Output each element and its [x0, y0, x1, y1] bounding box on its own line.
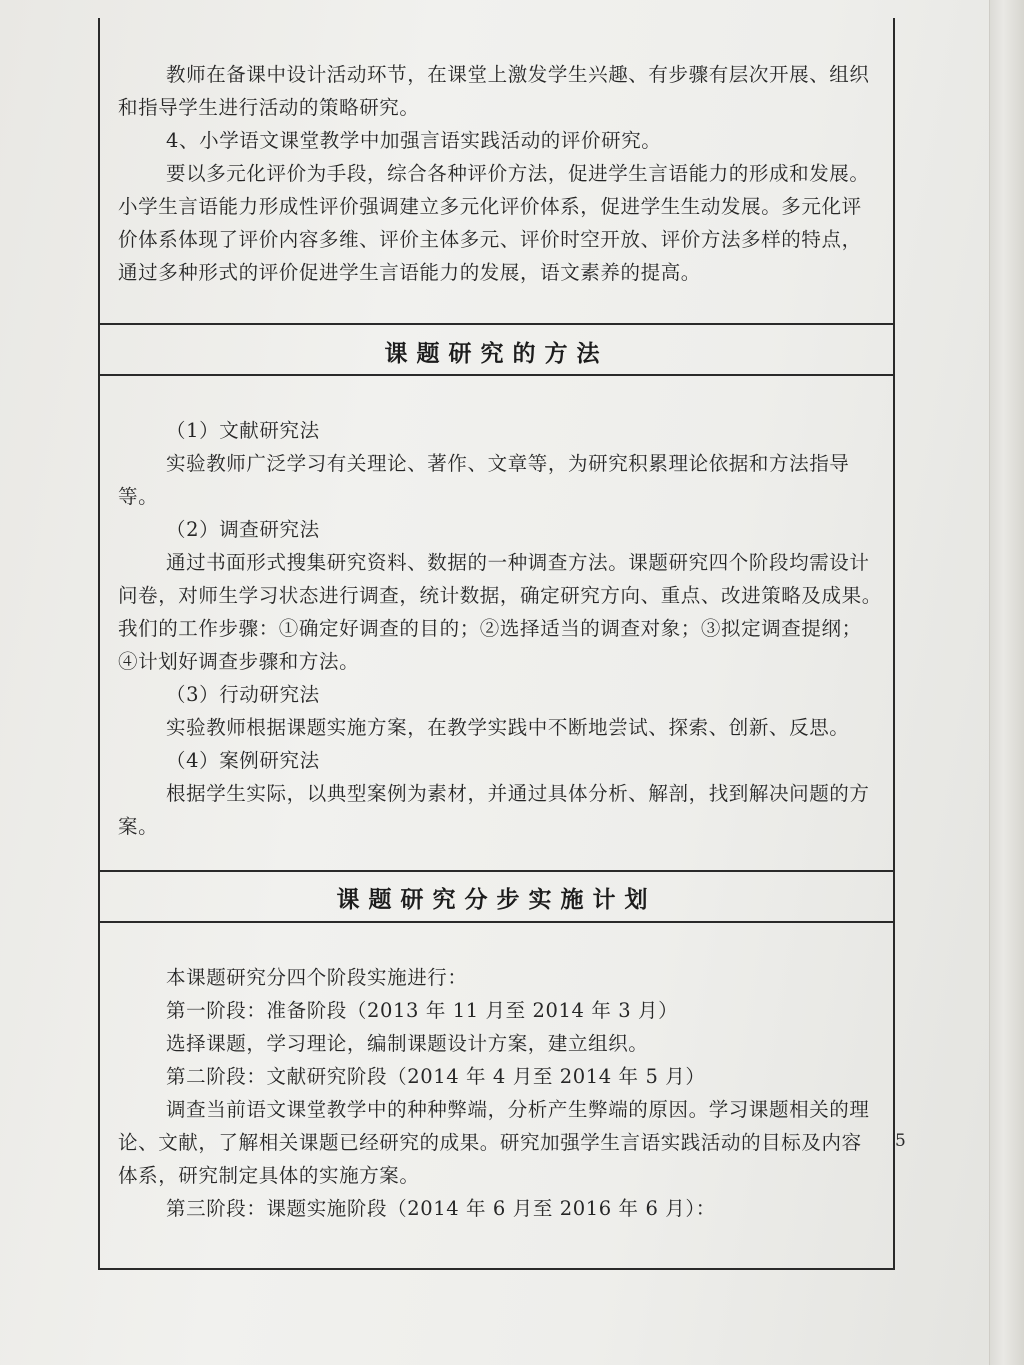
- paragraph-line: 4、小学语文课堂教学中加强言语实践活动的评价研究。: [166, 129, 662, 152]
- paragraph-line: 第二阶段：文献研究阶段（2014 年 4 月至 2014 年 5 月）: [166, 1065, 706, 1088]
- paragraph-line: 论、文献，了解相关课题已经研究的成果。研究加强学生言语实践活动的目标及内容: [118, 1131, 862, 1154]
- paragraph-line: 价体系体现了评价内容多维、评价主体多元、评价时空开放、评价方法多样的特点，: [118, 228, 862, 251]
- table-divider: [98, 921, 895, 923]
- paragraph-line: 实验教师根据课题实施方案，在教学实践中不断地尝试、探索、创新、反思。: [166, 716, 850, 739]
- paragraph-line: 问卷，对师生学习状态进行调查，统计数据，确定研究方向、重点、改进策略及成果。: [118, 584, 882, 607]
- table-divider: [98, 374, 895, 376]
- section-heading-methods: 课题研究的方法: [384, 340, 609, 367]
- paragraph-line: 小学生言语能力形成性评价强调建立多元化评价体系，促进学生生动发展。多元化评: [118, 195, 862, 218]
- table-divider: [98, 870, 895, 872]
- paragraph-line: 本课题研究分四个阶段实施进行：: [166, 966, 468, 989]
- paragraph-line: 和指导学生进行活动的策略研究。: [118, 96, 420, 119]
- paragraph-line: 选择课题，学习理论，编制课题设计方案，建立组织。: [166, 1032, 649, 1055]
- paragraph-line: 第一阶段：准备阶段（2013 年 11 月至 2014 年 3 月）: [166, 999, 679, 1022]
- paragraph-line: 实验教师广泛学习有关理论、著作、文章等，为研究积累理论依据和方法指导等。: [118, 452, 850, 508]
- section-heading-plan: 课题研究分步实施计划: [336, 886, 657, 913]
- paragraph-line: 我们的工作步骤：①确定好调查的目的；②选择适当的调查对象；③拟定调查提纲；: [118, 617, 862, 640]
- paragraph-line: 第三阶段：课题实施阶段（2014 年 6 月至 2016 年 6 月）：: [166, 1197, 716, 1220]
- paragraph-line: 体系，研究制定具体的实施方案。: [118, 1164, 420, 1187]
- paragraph-line: （3）行动研究法: [166, 683, 320, 706]
- paragraph-line: 通过书面形式搜集研究资料、数据的一种调查方法。课题研究四个阶段均需设计: [166, 551, 870, 574]
- paragraph-line: （1）文献研究法: [166, 419, 320, 442]
- page-number: 5: [895, 1131, 906, 1151]
- paragraph-line: ④计划好调查步骤和方法。: [118, 650, 360, 673]
- paragraph-line: 通过多种形式的评价促进学生言语能力的发展，语文素养的提高。: [118, 261, 701, 284]
- section-methods-text: [118, 414, 888, 843]
- paragraph-line: （2）调查研究法: [166, 518, 320, 541]
- paragraph-line: 根据学生实际，以典型案例为素材，并通过具体分析、解剖，找到解决问题的方: [166, 782, 870, 805]
- paragraph-line: 要以多元化评价为手段，综合各种评价方法，促进学生言语能力的形成和发展。: [166, 162, 870, 185]
- paragraph-line: 教师在备课中设计活动环节，在课堂上激发学生兴趣、有步骤有层次开展、组织: [166, 63, 870, 86]
- section-evaluation-text: [118, 58, 888, 289]
- paragraph-line: 调查当前语文课堂教学中的种种弊端，分析产生弊端的原因。学习课题相关的理: [166, 1098, 870, 1121]
- page-edge-shadow: [989, 0, 1024, 1365]
- table-divider: [98, 323, 895, 325]
- paragraph-line: （4）案例研究法: [166, 749, 320, 772]
- section-plan-text: [118, 961, 888, 1225]
- paragraph-line: 案。: [118, 815, 159, 838]
